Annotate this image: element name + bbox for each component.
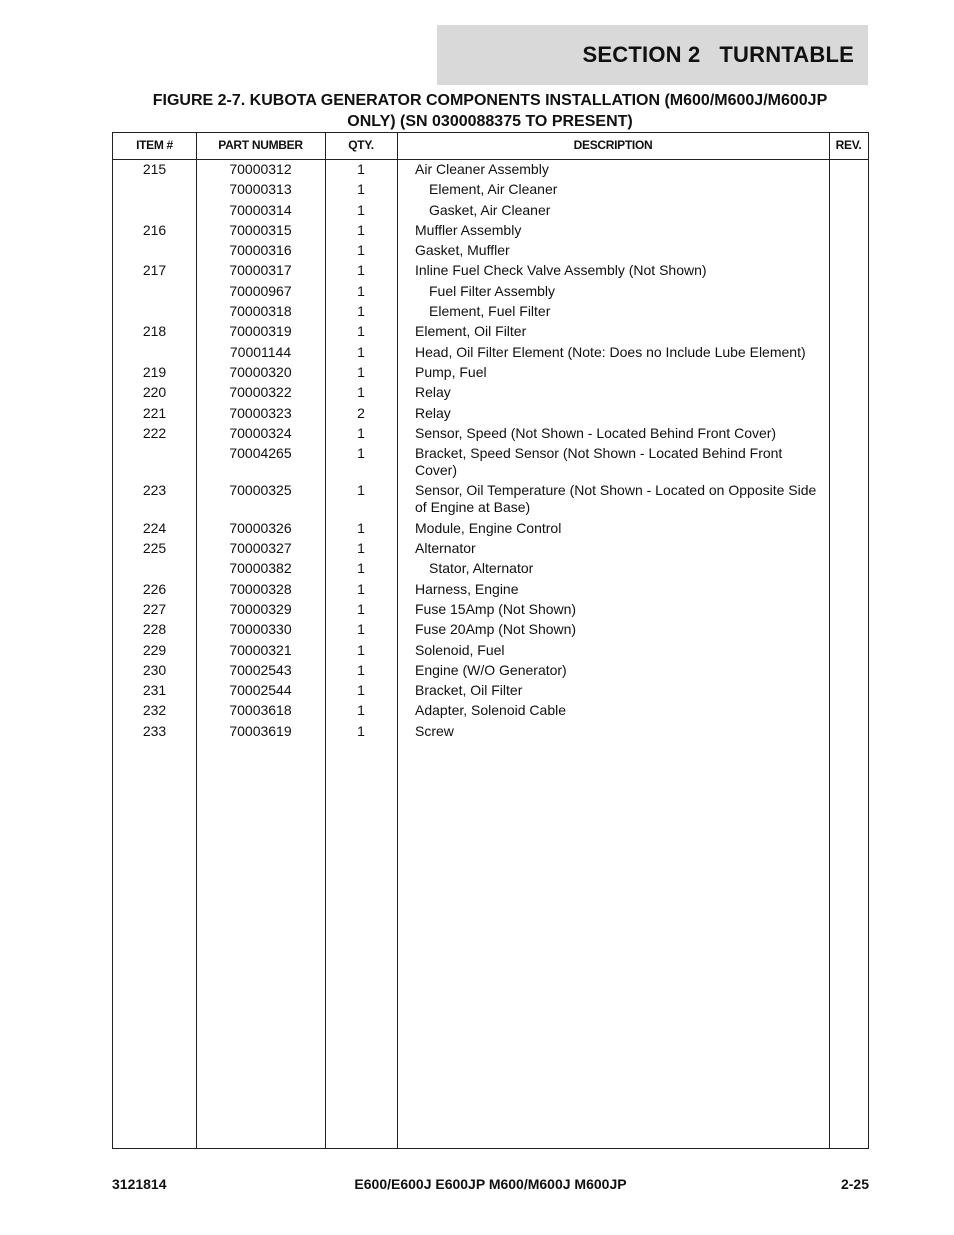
item-number-cell: 218 xyxy=(142,323,167,340)
description-cell: Pump, Fuel xyxy=(415,363,487,380)
part-number-cell: 70004265 xyxy=(229,445,292,462)
item-number-cell: 225 xyxy=(142,540,167,557)
figure-title-line-1: FIGURE 2-7. KUBOTA GENERATOR COMPONENTS INSTALLATION (M600/M600J/M600JP xyxy=(152,92,828,109)
part-number-cell: 70002543 xyxy=(229,661,292,678)
table-row xyxy=(113,424,868,444)
table-row xyxy=(113,180,868,200)
part-number-cell: 70000322 xyxy=(229,384,292,401)
table-row xyxy=(113,201,868,221)
item-number-cell: 215 xyxy=(142,161,167,177)
part-number-cell: 70000312 xyxy=(229,161,292,177)
table-row xyxy=(113,363,868,383)
description-cell: Engine (W/O Generator) xyxy=(415,661,567,678)
part-number-cell: 70000317 xyxy=(229,262,292,279)
part-number-cell: 70000316 xyxy=(229,242,292,259)
table-row xyxy=(113,641,868,661)
table-row xyxy=(113,681,868,701)
table-row xyxy=(113,383,868,403)
quantity-cell: 1 xyxy=(357,621,365,638)
header-rev: REV. xyxy=(835,138,862,152)
quantity-cell: 1 xyxy=(357,661,365,678)
item-number-cell xyxy=(113,445,196,479)
quantity-cell: 1 xyxy=(357,482,365,499)
item-number-cell xyxy=(113,303,196,320)
section-title: SECTION 2 TURNTABLE xyxy=(582,42,854,67)
parts-table xyxy=(112,132,869,1149)
quantity-cell: 1 xyxy=(357,384,365,401)
item-number-cell xyxy=(113,181,196,198)
item-number-cell: 216 xyxy=(142,221,167,238)
part-number-cell: 70000325 xyxy=(229,482,292,499)
item-number-cell xyxy=(113,560,196,577)
table-row xyxy=(113,241,868,261)
description-cell: Alternator xyxy=(415,540,476,557)
part-number-cell: 70000324 xyxy=(229,424,292,441)
quantity-cell: 1 xyxy=(357,424,365,441)
quantity-cell: 1 xyxy=(357,262,365,279)
description-cell: Sensor, Oil Temperature (Not Shown - Located on Opposite Side of Engine at Base) xyxy=(415,482,817,516)
table-row xyxy=(113,539,868,559)
item-number-cell: 219 xyxy=(142,363,167,380)
section-banner xyxy=(437,25,868,85)
quantity-cell: 2 xyxy=(357,404,365,421)
description-cell: Element, Fuel Filter xyxy=(429,303,551,320)
description-cell: Harness, Engine xyxy=(415,580,519,597)
item-number-cell: 223 xyxy=(142,482,167,499)
part-number-cell: 70000314 xyxy=(229,201,292,218)
quantity-cell: 1 xyxy=(357,600,365,617)
quantity-cell: 1 xyxy=(357,343,365,360)
description-cell: Element, Oil Filter xyxy=(415,323,527,340)
table-row xyxy=(113,282,868,302)
quantity-cell: 1 xyxy=(357,363,365,380)
item-number-cell: 221 xyxy=(142,404,167,421)
description-cell: Element, Air Cleaner xyxy=(429,181,558,198)
quantity-cell: 1 xyxy=(357,580,365,597)
header-part-number: PART NUMBER xyxy=(218,138,303,152)
item-number-cell: 224 xyxy=(142,519,167,536)
header-qty: QTY. xyxy=(348,138,374,152)
table-row xyxy=(113,322,868,342)
table-row xyxy=(113,620,868,640)
part-number-cell: 70000330 xyxy=(229,621,292,638)
description-cell: Relay xyxy=(415,384,451,401)
part-number-cell: 70000382 xyxy=(229,560,292,577)
description-cell: Head, Oil Filter Element (Note: Does no Include Lube Element) xyxy=(415,343,806,360)
table-row xyxy=(113,481,868,518)
table-row xyxy=(113,559,868,579)
quantity-cell: 1 xyxy=(357,201,365,218)
quantity-cell: 1 xyxy=(357,540,365,557)
item-number-cell: 231 xyxy=(142,682,167,699)
table-row xyxy=(113,701,868,721)
page-footer xyxy=(112,1176,869,1196)
item-number-cell: 220 xyxy=(142,384,167,401)
table-body xyxy=(113,160,868,742)
page-number: 2-25 xyxy=(840,1176,869,1192)
table-row xyxy=(113,661,868,681)
quantity-cell: 1 xyxy=(357,445,365,462)
item-number-cell: 222 xyxy=(142,424,167,441)
figure-title-line-2: ONLY) (SN 0300088375 TO PRESENT) xyxy=(347,113,633,130)
description-cell: Air Cleaner Assembly xyxy=(415,161,549,177)
table-row xyxy=(113,302,868,322)
table-row xyxy=(113,444,868,481)
table-row xyxy=(113,580,868,600)
quantity-cell: 1 xyxy=(357,282,365,299)
item-number-cell: 227 xyxy=(142,600,167,617)
item-number-cell: 232 xyxy=(142,702,167,719)
item-number-cell: 230 xyxy=(142,661,167,678)
description-cell: Bracket, Speed Sensor (Not Shown - Located Behind Front Cover) xyxy=(415,445,783,479)
item-number-cell: 233 xyxy=(142,722,167,739)
table-row xyxy=(113,600,868,620)
quantity-cell: 1 xyxy=(357,242,365,259)
part-number-cell: 70003619 xyxy=(229,722,292,739)
part-number-cell: 70002544 xyxy=(229,682,292,699)
part-number-cell: 70000328 xyxy=(229,580,292,597)
description-cell: Fuel Filter Assembly xyxy=(429,282,556,299)
item-number-cell: 229 xyxy=(142,641,167,658)
description-cell: Gasket, Air Cleaner xyxy=(429,201,551,218)
description-cell: Bracket, Oil Filter xyxy=(415,682,523,699)
quantity-cell: 1 xyxy=(357,722,365,739)
quantity-cell: 1 xyxy=(357,221,365,238)
description-cell: Gasket, Muffler xyxy=(415,242,510,259)
quantity-cell: 1 xyxy=(357,161,365,177)
part-number-cell: 70000315 xyxy=(229,221,292,238)
description-cell: Solenoid, Fuel xyxy=(415,641,505,658)
document-number: 3121814 xyxy=(112,1176,167,1192)
item-number-cell: 228 xyxy=(142,621,167,638)
table-row xyxy=(113,160,868,180)
item-number-cell xyxy=(113,202,196,219)
table-row xyxy=(113,519,868,539)
table-row xyxy=(113,722,868,742)
item-number-cell: 226 xyxy=(142,580,167,597)
part-number-cell: 70000318 xyxy=(229,303,292,320)
quantity-cell: 1 xyxy=(357,702,365,719)
item-number-cell: 217 xyxy=(142,262,167,279)
table-row xyxy=(113,261,868,281)
description-cell: Relay xyxy=(415,404,451,421)
description-cell: Adapter, Solenoid Cable xyxy=(415,702,566,719)
part-number-cell: 70003618 xyxy=(229,702,292,719)
description-cell: Inline Fuel Check Valve Assembly (Not Shown) xyxy=(415,262,707,279)
item-number-cell xyxy=(113,242,196,259)
part-number-cell: 70000967 xyxy=(229,282,292,299)
description-cell: Sensor, Speed (Not Shown - Located Behind Front Cover) xyxy=(415,424,777,441)
table-row xyxy=(113,221,868,241)
model-list: E600/E600J E600JP M600/M600J M600JP xyxy=(354,1176,627,1192)
description-cell: Screw xyxy=(415,722,454,739)
part-number-cell: 70000321 xyxy=(229,641,292,658)
table-header-row xyxy=(113,133,868,160)
item-number-cell xyxy=(113,283,196,300)
part-number-cell: 70000329 xyxy=(229,600,292,617)
description-cell: Fuse 20Amp (Not Shown) xyxy=(415,621,577,638)
quantity-cell: 1 xyxy=(357,682,365,699)
header-item: ITEM # xyxy=(136,138,173,152)
description-cell: Stator, Alternator xyxy=(429,560,534,577)
part-number-cell: 70000319 xyxy=(229,323,292,340)
part-number-cell: 70001144 xyxy=(229,343,292,360)
description-cell: Fuse 15Amp (Not Shown) xyxy=(415,600,577,617)
header-description: DESCRIPTION xyxy=(573,138,653,152)
part-number-cell: 70000320 xyxy=(229,363,292,380)
quantity-cell: 1 xyxy=(357,303,365,320)
part-number-cell: 70000323 xyxy=(229,404,292,421)
part-number-cell: 70000313 xyxy=(229,181,292,198)
part-number-cell: 70000327 xyxy=(229,540,292,557)
description-cell: Muffler Assembly xyxy=(415,221,522,238)
quantity-cell: 1 xyxy=(357,181,365,198)
figure-title xyxy=(100,90,880,132)
quantity-cell: 1 xyxy=(357,641,365,658)
quantity-cell: 1 xyxy=(357,323,365,340)
quantity-cell: 1 xyxy=(357,519,365,536)
quantity-cell: 1 xyxy=(357,560,365,577)
item-number-cell xyxy=(113,344,196,361)
table-row xyxy=(113,404,868,424)
part-number-cell: 70000326 xyxy=(229,519,292,536)
table-row xyxy=(113,343,868,363)
description-cell: Module, Engine Control xyxy=(415,519,562,536)
